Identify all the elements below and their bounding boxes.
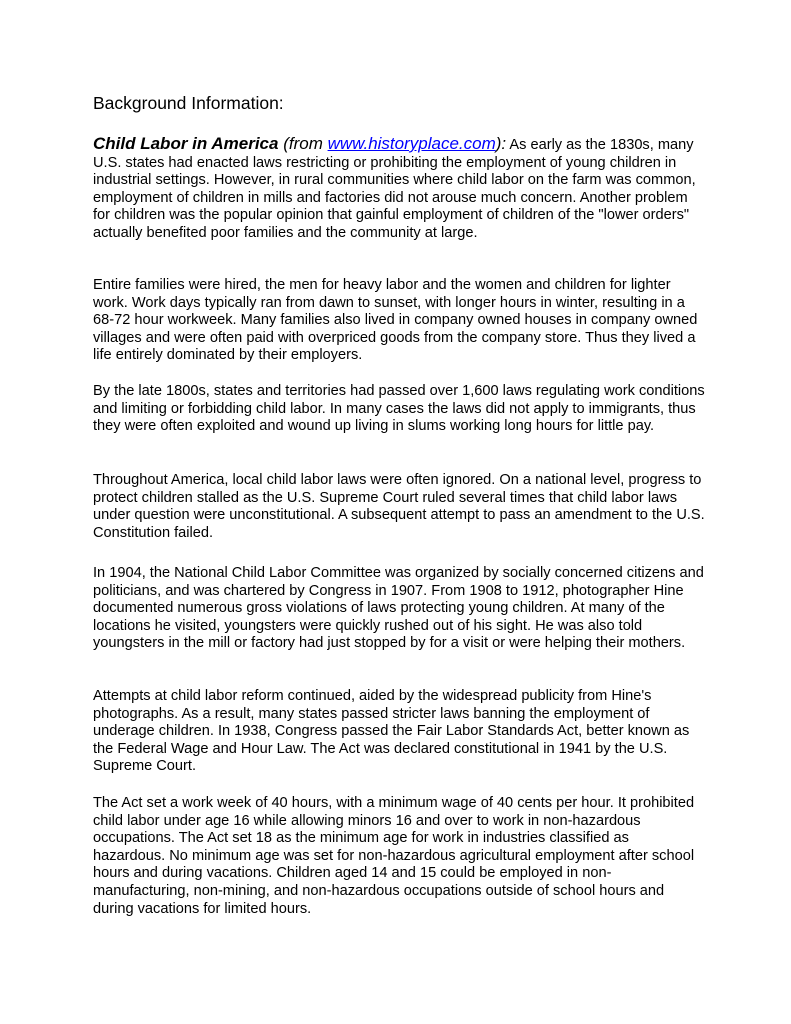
- section-heading: Background Information:: [93, 93, 284, 113]
- paragraph-act-provisions: The Act set a work week of 40 hours, with a minimum wage of 40 cents per hour. It prohibited child labor under age 16 while allowing minors 16 and over to work in non-hazardous occupations. The Act set 18 as the minimum age for work in industries classified as hazardous. No minimum age was set for non-hazardous agricultural employment after school hours and during vacations. Children aged 14 and 15 could be employed in non-manufacturing, non-mining, and non-hazardous occupations outside of school hours and during vacations for limited hours.: [93, 795, 695, 917]
- paragraph-laws-ignored: Throughout America, local child labor laws were often ignored. On a national level, progress to protect children stalled as the U.S. Supreme Court ruled several times that child labor laws under question were unconstitutional. A subsequent attempt to pass an amendment to the U.S. Constitution failed.: [93, 472, 705, 541]
- paragraph-families: Entire families were hired, the men for heavy labor and the women and children for lighter work. Work days typically ran from dawn to sunset, with longer hours in winter, resulting in a 68-72 hour workweek. Many families also lived in company owned houses in company owned villages and were often paid with overpriced goods from the company store. Thus they lived a life entirely dominated by their employers.: [93, 277, 698, 364]
- intro-source-open: (from: [278, 134, 328, 153]
- intro-title: Child Labor in America: [93, 134, 279, 153]
- paragraph-reform: Attempts at child labor reform continued, aided by the widespread publicity from Hine's photographs. As a result, many states passed stricter laws banning the employment of underage children. In 1938, Congress passed the Fair Labor Standards Act, better known as the Federal Wage and Hour Law. The Act was declared constitutional in 1941 by the U.S. Supreme Court.: [93, 688, 690, 775]
- intro-source-close: ):: [495, 134, 507, 153]
- intro-paragraph: [93, 135, 705, 243]
- intro-text: As early as the 1830s, many U.S. states had enacted laws restricting or prohibiting the employment of young children in industrial settings. However, in rural communities where child labor on the farm was common, employment of children in mills and factories did not arouse much concern. Another problem for children was the popular opinion that gainful employment of children of the "lower orders" actually benefited poor families and the community at large.: [93, 137, 696, 241]
- paragraph-committee: In 1904, the National Child Labor Committee was organized by socially concerned citizens and politicians, and was chartered by Congress in 1907. From 1908 to 1912, photographer Hine documented numerous gross violations of laws protecting young children. At many of the locations he visited, youngsters were quickly rushed out of his sight. He was also told youngsters in the mill or factory had just stopped by for a visit or were helping their mothers.: [93, 565, 704, 652]
- paragraph-1800s-laws: By the late 1800s, states and territories had passed over 1,600 laws regulating work conditions and limiting or forbidding child labor. In many cases the laws did not apply to immigrants, thus they were often exploited and wound up living in slums working long hours for little pay.: [93, 383, 705, 435]
- historyplace-link[interactable]: www.historyplace.com: [327, 134, 496, 153]
